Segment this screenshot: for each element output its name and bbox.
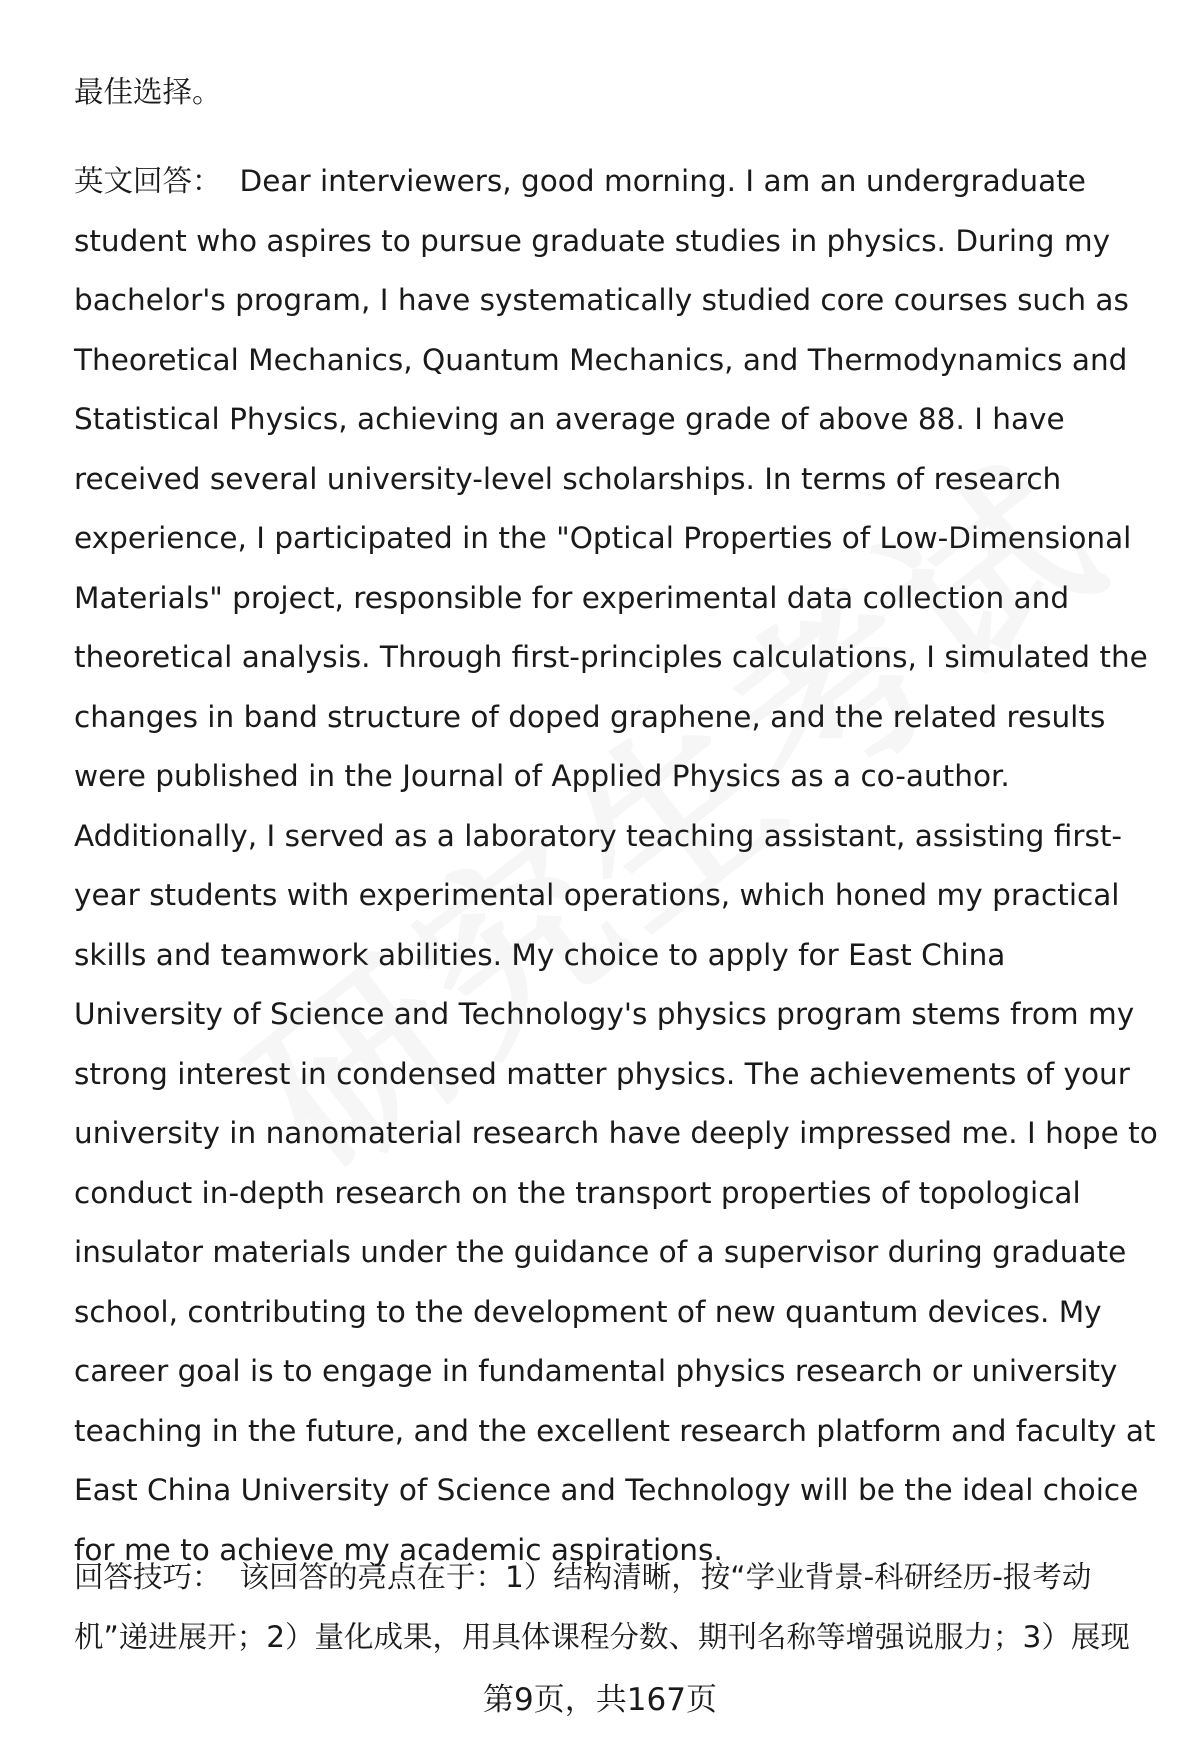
answer-tips-paragraph [74,1548,1160,1667]
intro-end-text: 最佳选择。 [74,75,222,109]
english-answer-label: 英文回答： [74,164,222,198]
english-answer-text: Dear interviewers, good morning. I am an undergraduate student who aspires to pursue graduate studies in physics. During my bachelor's program, I have systematically studied core courses such as Theoretical Mechanics, Quantum Mechanics, and Thermodynamics and Statistical Physics, achieving an average grade of above 88. I have received several university-level scholarships. In terms of research experience, I participated in the "Optical Properties of Low-Dimensional Materials" project, responsible for experimental data collection and theoretical analysis. Through first-principles calculations, I simulated the changes in band structure of doped graphene, and the related results were published in the Journal of Applied Physics as a co-author. Additionally, I served as a laboratory teaching assistant, assisting first-year students with experimental operations, which honed my practical skills and teamwork abilities. My choice to apply for East China University of Science and Technology's physics program stems from my strong interest in condensed matter physics. The achievements of your university in nanomaterial research have deeply impressed me. I hope to conduct in-depth research on the transport properties of topological insulator materials under the guidance of a supervisor during graduate school, contributing to the development of new quantum devices. My career goal is to engage in fundamental physics research or university teaching in the future, and the excellent research platform and faculty at East China University of Science and Technology will be the ideal choice for me to achieve my academic aspirations. [74,164,1158,1567]
answer-tips-text: 该回答的亮点在于：1）结构清晰，按“学业背景-科研经历-报考动机”递进展开；2）量化成果，用具体课程分数、期刊名称等增强说服力；3）展现 [74,1560,1130,1654]
page-number-footer: 第9页，共167页 [0,1675,1200,1725]
answer-tips-label: 回答技巧： [74,1560,222,1594]
english-answer-paragraph [74,152,1160,1580]
